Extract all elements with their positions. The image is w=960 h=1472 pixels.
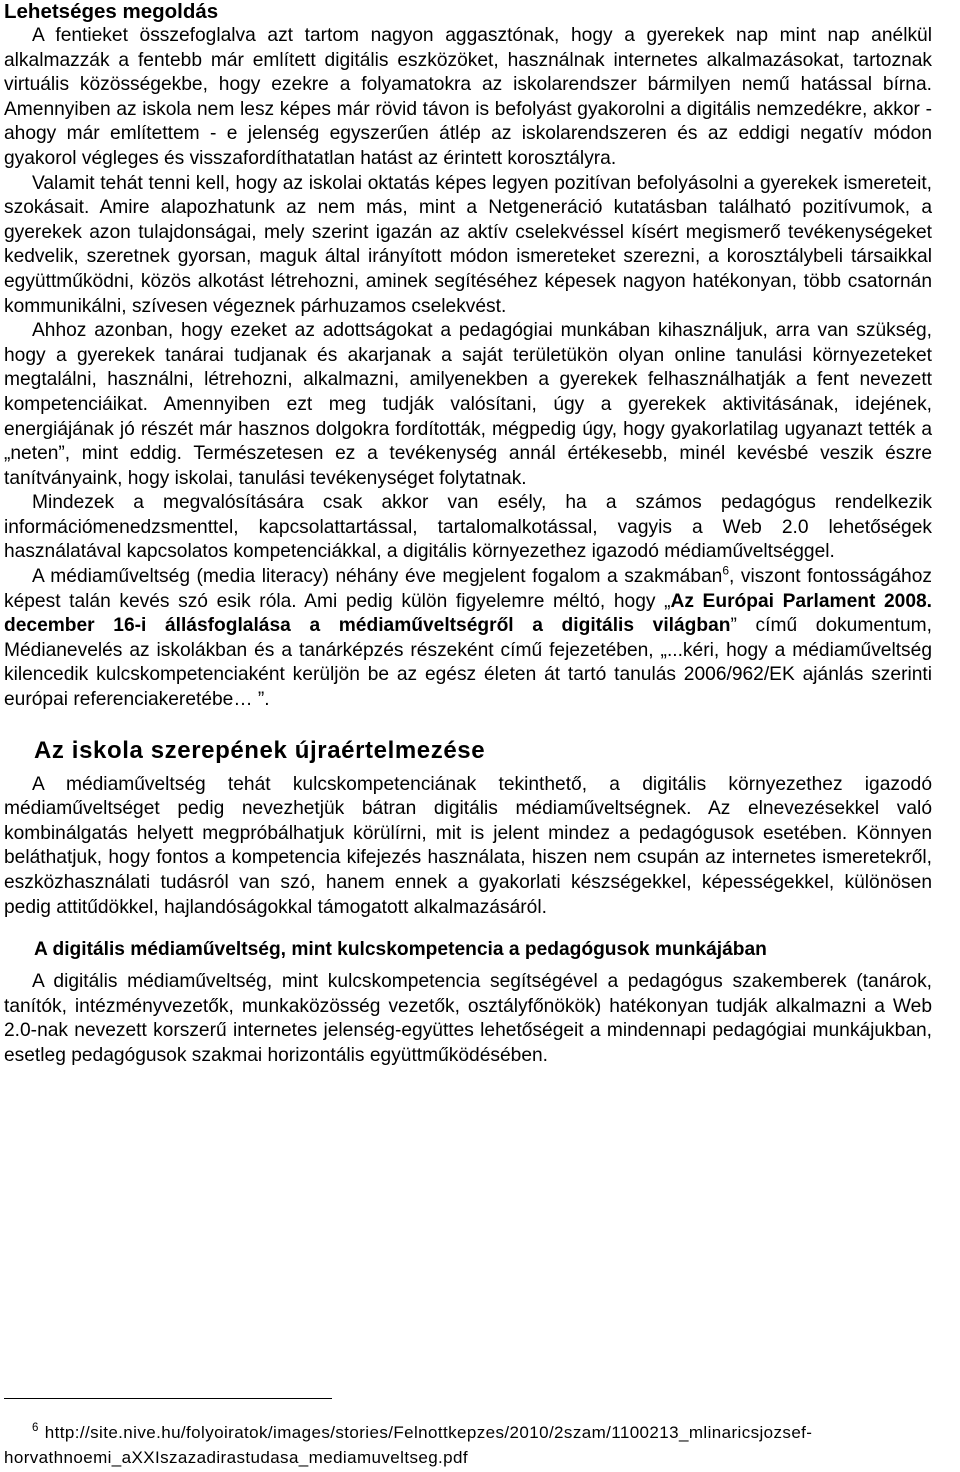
footnote-number: 6 xyxy=(32,1422,39,1434)
paragraph-5 xyxy=(4,565,932,713)
paragraph-2: Valamit tehát tenni kell, hogy az iskolai oktatás képes legyen pozitívan befolyásolni a gyerekek ismereteit, szokásait. Amire alapozhatunk az nem más, mint a Netgeneráció kutatásban található pozitívumok, a gyerekek azon tulajdonságai, mely szerint igazán az aktív cselekvéssel kísért megismerő tevékenységeket kedvelik, szeretnek gyorsan, maguk által irányított módon ismereteket szerezni, a korosztálybeli társaikkal együttműködni, közös alkotást létrehozni, aminek segítéséhez képesek nagyon hatékonyan, több csatornán kommunikálni, szívesen végeznek párhuzamos cselekvést. xyxy=(4,172,932,317)
paragraph-5-part-a: A médiaműveltség (media literacy) néhány éve megjelent fogalom a szakmában xyxy=(32,566,723,588)
paragraph-1: A fentieket összefoglalva azt tartom nagyon aggasztónak, hogy a gyerekek nap mint nap anélkül alkalmazzák a fentebb már említett digitális eszközöket, használnak internetes alkalmazásokat, tartoznak virtuális közösségekbe, hogy ezekre a folyamatokra az iskolarendszer bármilyen nemű hatással bírna. Amennyiben az iskola nem lesz képes már rövid távon is befolyást gyakorolni a digitális nemzedékre, akkor - ahogy már említettem - e jelenség egyszerűen átlép az iskolarendszeren és az eddigi negatív módon gyakorol végleges és visszafordíthatatlan hatást az érintett korosztályra. xyxy=(4,25,932,169)
footnote-6 xyxy=(4,1416,944,1470)
section-heading-iskola-szerepe: Az iskola szerepének újraértelmezése xyxy=(34,736,486,764)
paragraph-6: A médiaműveltség tehát kulcskompetenciának tekinthető, a digitális környezethez igazodó médiaműveltséget pedig nevezhetjük bátran digitális médiaműveltségnek. Az elnevezésekkel való kombinálgatás helyett megpróbálhatjuk körülírni, mit is jelent mindez a pedagógusok esetében. Könnyen beláthatjuk, hogy fontos a kompetencia kifejezés használata, hiszen nem csupán az internetes ismeretekről, eszközhasználati tudásról van szó, hanem ennek a gyakorlati készségekkel, képességekkel, különösen pedig attitűdökkel, hajlandóságokkal támogatott alkalmazásáról. xyxy=(4,773,932,918)
paragraph-5-part-b: , viszont fontosságához képest talán kevés szó esik róla. Ami pedig külön figyelemre méltó, hogy „ xyxy=(4,566,932,612)
footnote-reference[interactable]: 6 xyxy=(722,563,730,578)
paragraph-7: A digitális médiaműveltség, mint kulcskompetencia segítségével a pedagógus szakemberek (tanárok, tanítók, intézményvezetők, munkaközösség vezetők, osztályfőnökök) hatékonyan tudják alkalmazni a Web 2.0-nak nevezett korszerű internetes jelenség-együttes lehetőségeit a mindennapi pedagógiai munkájukban, esetleg pedagógusok szakmai horizontális együttműködésében. xyxy=(4,971,932,1066)
section-heading-lehetseges-megoldas: Lehetséges megoldás xyxy=(4,0,219,23)
section-heading-digitalis-mediamuveltseg: A digitális médiaműveltség, mint kulcskompetencia a pedagógusok munkájában xyxy=(34,939,767,961)
footnote-separator xyxy=(4,1398,332,1399)
paragraph-5-part-c: ” című dokumentum, Médianevelés az iskolákban és a tanárképzés részeként című fejezetében, „...kéri, hogy a médiaműveltség kilencedik kulcskompetenciaként kerüljön be az egész életen át tartó tanulás 2006/962/EK ajánlás szerinti európai referenciakeretébe… ”. xyxy=(4,615,932,711)
paragraph-4: Mindezek a megvalósítására csak akkor van esély, ha a számos pedagógus rendelkezik információmenedzsmenttel, kapcsolattartással, tartalomalkotással, vagyis a Web 2.0 lehetőségek használatával kapcsolatos kompetenciákkal, a digitális környezethez igazodó médiaműveltséggel. xyxy=(4,492,932,563)
footnote-url[interactable]: http://site.nive.hu/folyoiratok/images/stories/Felnottkepzes/2010/2szam/1100213_mlinaricsjozsef-horvathnoemi_aXXIszazadirastudasa_mediamuveltseg.pdf xyxy=(4,1423,813,1467)
document-title-bold: Az Európai Parlament 2008. december 16-i állásfoglalása a médiaműveltségről a digitális világban xyxy=(4,590,932,637)
footnote-area xyxy=(4,1398,944,1470)
paragraph-3: Ahhoz azonban, hogy ezeket az adottságokat a pedagógiai munkában kihasználjuk, arra van szükség, hogy a gyerekek tanárai tudjanak és akarjanak a saját területükön olyan online tanulási környezeteket megtalálni, használni, létrehozni, alkalmazni, amilyenekben a gyerekek felhasználhatják a fent nevezett kompetenciáikat. Amennyiben ezt meg tudják valósítani, úgy a gyerekek aktivitásának, idejének, energiájának jó részét már hasznos dolgokra fordították, mégpedig úgy, hogy gyakorlatilag ugyanazt tették a „neten”, mint eddig. Természetesen ez a tevékenység annál értékesebb, minél kevésbé veszik észre tanítványaink, hogy iskolai, tanulási tevékenységet folytatnak. xyxy=(4,320,932,489)
